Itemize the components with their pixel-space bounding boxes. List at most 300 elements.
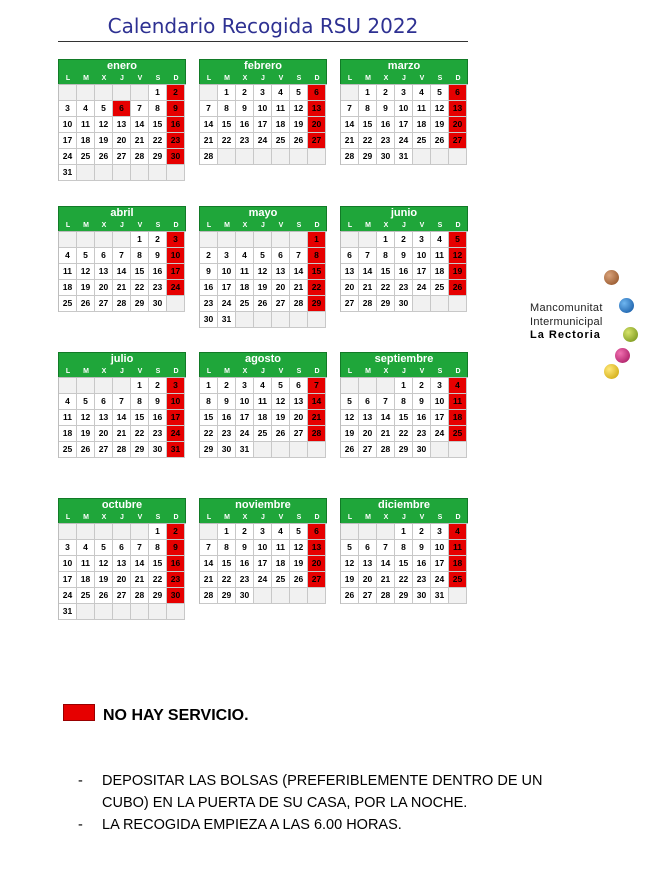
day-cell: 21 <box>200 133 218 149</box>
weekday-label: D <box>173 514 179 521</box>
day-cell: 17 <box>59 572 77 588</box>
day-cell-no-service: 18 <box>449 556 467 572</box>
day-cell-empty <box>341 524 359 540</box>
day-cell-no-service: 27 <box>308 133 326 149</box>
note-item <box>70 814 590 836</box>
day-cell: 21 <box>290 280 308 296</box>
day-cell: 9 <box>236 101 254 117</box>
day-cell: 19 <box>254 280 272 296</box>
day-cell: 24 <box>431 572 449 588</box>
day-cell-no-service: 26 <box>449 280 467 296</box>
weekday-label: S <box>296 368 302 375</box>
day-cell: 9 <box>377 101 395 117</box>
weekday-label: V <box>419 222 425 229</box>
day-cell-empty <box>290 232 308 248</box>
day-cell-empty <box>413 149 431 165</box>
day-cell: 23 <box>236 572 254 588</box>
day-cell-no-service: 7 <box>308 378 326 394</box>
day-cell: 24 <box>254 572 272 588</box>
day-cell: 10 <box>431 540 449 556</box>
day-cell: 28 <box>131 149 149 165</box>
month-name: septiembre <box>340 352 468 366</box>
day-cell-empty <box>290 442 308 458</box>
weekday-label: J <box>261 368 265 375</box>
day-cell-no-service: 31 <box>167 442 185 458</box>
day-cell: 10 <box>395 101 413 117</box>
day-cell: 19 <box>341 572 359 588</box>
day-cell-empty <box>95 232 113 248</box>
day-cell: 19 <box>95 133 113 149</box>
weekday-label: S <box>437 75 443 82</box>
day-cell: 9 <box>200 264 218 280</box>
weekday-label: V <box>278 368 284 375</box>
day-cell: 22 <box>200 426 218 442</box>
day-cell-empty <box>95 524 113 540</box>
day-cell: 4 <box>413 85 431 101</box>
day-cell-empty <box>95 604 113 620</box>
weekday-label: S <box>437 514 443 521</box>
day-cell-empty <box>113 165 131 181</box>
day-cell: 27 <box>95 296 113 312</box>
weekday-header <box>58 366 186 377</box>
day-cell: 25 <box>59 442 77 458</box>
day-cell: 8 <box>395 540 413 556</box>
day-cell: 7 <box>377 394 395 410</box>
day-cell-empty <box>149 165 167 181</box>
day-cell: 24 <box>59 588 77 604</box>
day-cell-empty <box>131 604 149 620</box>
weekday-label: D <box>314 222 320 229</box>
day-cell: 30 <box>236 588 254 604</box>
weekday-label: X <box>101 514 107 521</box>
day-cell: 29 <box>377 296 395 312</box>
day-cell: 21 <box>341 133 359 149</box>
day-cell: 28 <box>290 296 308 312</box>
day-cell: 7 <box>131 101 149 117</box>
day-cell: 25 <box>236 296 254 312</box>
weekday-label: S <box>155 514 161 521</box>
weekday-label: V <box>419 514 425 521</box>
day-cell: 24 <box>413 280 431 296</box>
day-cell: 21 <box>131 572 149 588</box>
day-cell: 11 <box>236 264 254 280</box>
note-text: LA RECOGIDA EMPIEZA A LAS 6.00 HORAS. <box>102 817 402 833</box>
day-cell: 31 <box>431 588 449 604</box>
day-cell-empty <box>113 85 131 101</box>
day-cell: 9 <box>149 394 167 410</box>
day-cell: 23 <box>149 426 167 442</box>
day-cell: 18 <box>272 556 290 572</box>
logo-text-line2: Intermunicipal <box>530 316 603 328</box>
day-cell: 24 <box>218 296 236 312</box>
day-cell: 26 <box>95 588 113 604</box>
day-cell-no-service: 2 <box>167 85 185 101</box>
day-cell: 8 <box>218 101 236 117</box>
day-cell: 5 <box>272 378 290 394</box>
day-cell: 19 <box>341 426 359 442</box>
day-cell: 15 <box>131 264 149 280</box>
day-cell-empty <box>95 378 113 394</box>
day-cell: 4 <box>77 101 95 117</box>
month-noviembre <box>199 498 327 604</box>
day-cell: 18 <box>413 117 431 133</box>
day-cell: 21 <box>113 426 131 442</box>
day-cell: 22 <box>377 280 395 296</box>
day-cell: 15 <box>131 410 149 426</box>
day-cell: 13 <box>95 264 113 280</box>
day-cell-no-service: 25 <box>449 572 467 588</box>
day-cell-empty <box>77 524 95 540</box>
day-cell-empty <box>272 312 290 328</box>
day-cell: 13 <box>290 394 308 410</box>
day-cell: 28 <box>377 588 395 604</box>
day-cell: 12 <box>77 410 95 426</box>
day-cell: 11 <box>272 101 290 117</box>
day-cell: 15 <box>395 410 413 426</box>
day-cell: 3 <box>236 378 254 394</box>
day-cell-empty <box>131 524 149 540</box>
day-cell-empty <box>254 588 272 604</box>
weekday-label: D <box>314 514 320 521</box>
day-cell: 23 <box>200 296 218 312</box>
day-cell-no-service: 3 <box>167 232 185 248</box>
weekday-label: M <box>224 75 230 82</box>
day-cell: 12 <box>341 556 359 572</box>
day-cell-no-service: 28 <box>308 426 326 442</box>
day-cell: 30 <box>200 312 218 328</box>
month-name: agosto <box>199 352 327 366</box>
day-grid <box>199 84 327 165</box>
day-cell-empty <box>113 604 131 620</box>
day-cell: 7 <box>341 101 359 117</box>
weekday-label: X <box>383 514 389 521</box>
day-cell-empty <box>218 149 236 165</box>
day-cell: 16 <box>149 264 167 280</box>
weekday-label: D <box>455 75 461 82</box>
day-cell: 26 <box>95 149 113 165</box>
day-cell: 23 <box>218 426 236 442</box>
weekday-label: J <box>402 514 406 521</box>
day-cell: 13 <box>272 264 290 280</box>
day-cell: 31 <box>218 312 236 328</box>
day-cell-empty <box>59 232 77 248</box>
day-cell-no-service: 6 <box>449 85 467 101</box>
day-cell-no-service: 6 <box>308 85 326 101</box>
day-cell: 10 <box>254 540 272 556</box>
day-cell: 14 <box>377 410 395 426</box>
day-cell: 11 <box>413 101 431 117</box>
day-cell-empty <box>272 442 290 458</box>
day-cell-empty <box>377 524 395 540</box>
day-cell: 25 <box>431 280 449 296</box>
day-cell: 14 <box>200 556 218 572</box>
day-cell: 19 <box>77 280 95 296</box>
day-cell: 18 <box>77 133 95 149</box>
day-cell-no-service: 15 <box>308 264 326 280</box>
day-cell: 21 <box>113 280 131 296</box>
weekday-label: X <box>242 514 248 521</box>
day-cell: 14 <box>131 117 149 133</box>
weekday-label: L <box>347 222 353 229</box>
day-cell: 15 <box>395 556 413 572</box>
day-cell-empty <box>200 232 218 248</box>
day-cell: 19 <box>290 556 308 572</box>
day-cell: 19 <box>95 572 113 588</box>
month-septiembre <box>340 352 468 458</box>
day-cell: 4 <box>236 248 254 264</box>
day-cell-no-service: 22 <box>308 280 326 296</box>
day-cell: 6 <box>95 394 113 410</box>
day-cell-no-service: 11 <box>449 394 467 410</box>
day-cell: 15 <box>218 117 236 133</box>
day-cell-empty <box>254 442 272 458</box>
day-cell: 14 <box>113 410 131 426</box>
day-cell-no-service: 4 <box>449 378 467 394</box>
day-cell: 16 <box>149 410 167 426</box>
day-cell: 25 <box>413 133 431 149</box>
weekday-label: X <box>383 75 389 82</box>
day-cell: 2 <box>236 524 254 540</box>
day-cell: 8 <box>359 101 377 117</box>
day-cell: 31 <box>59 165 77 181</box>
day-cell: 5 <box>77 248 95 264</box>
day-cell-empty <box>131 165 149 181</box>
day-cell-no-service: 13 <box>308 101 326 117</box>
day-cell-empty <box>254 312 272 328</box>
day-cell: 8 <box>395 394 413 410</box>
day-cell: 5 <box>341 394 359 410</box>
day-cell: 26 <box>77 442 95 458</box>
day-cell: 21 <box>377 572 395 588</box>
legend-red-swatch <box>63 704 95 721</box>
weekday-label: D <box>455 222 461 229</box>
weekday-label: L <box>347 368 353 375</box>
day-cell: 19 <box>77 426 95 442</box>
month-junio <box>340 206 468 312</box>
day-cell: 30 <box>149 442 167 458</box>
day-cell: 18 <box>272 117 290 133</box>
day-cell: 6 <box>290 378 308 394</box>
day-cell: 13 <box>113 117 131 133</box>
day-cell: 20 <box>272 280 290 296</box>
day-cell: 21 <box>377 426 395 442</box>
day-cell: 12 <box>431 101 449 117</box>
day-cell: 7 <box>131 540 149 556</box>
day-cell: 8 <box>131 394 149 410</box>
day-cell: 14 <box>290 264 308 280</box>
day-cell-empty <box>236 149 254 165</box>
day-cell: 24 <box>395 133 413 149</box>
day-cell-empty <box>449 588 467 604</box>
day-cell: 29 <box>200 442 218 458</box>
weekday-label: M <box>224 368 230 375</box>
day-cell: 17 <box>254 556 272 572</box>
day-cell: 27 <box>341 296 359 312</box>
day-cell-empty <box>59 378 77 394</box>
day-cell: 16 <box>413 410 431 426</box>
weekday-label: L <box>65 75 71 82</box>
weekday-label: J <box>120 368 124 375</box>
weekday-label: V <box>137 222 143 229</box>
day-cell: 9 <box>413 540 431 556</box>
day-cell: 5 <box>341 540 359 556</box>
day-cell-empty <box>236 232 254 248</box>
day-cell-no-service: 2 <box>167 524 185 540</box>
day-cell: 30 <box>218 442 236 458</box>
day-cell: 3 <box>218 248 236 264</box>
day-cell: 10 <box>59 117 77 133</box>
day-cell: 2 <box>413 524 431 540</box>
day-cell: 1 <box>218 85 236 101</box>
day-cell: 3 <box>395 85 413 101</box>
day-cell-empty <box>95 165 113 181</box>
day-cell: 3 <box>254 524 272 540</box>
day-cell: 23 <box>377 133 395 149</box>
day-cell-no-service: 10 <box>167 394 185 410</box>
note-text: DEPOSITAR LAS BOLSAS (PREFERIBLEMENTE DENTRO DE UN CUBO) EN LA PUERTA DE SU CASA, POR LA NOCHE. <box>102 773 543 811</box>
day-cell: 4 <box>59 394 77 410</box>
day-cell: 3 <box>254 85 272 101</box>
weekday-label: L <box>206 514 212 521</box>
day-cell: 11 <box>59 264 77 280</box>
weekday-label: L <box>206 222 212 229</box>
day-cell: 28 <box>377 442 395 458</box>
day-cell: 8 <box>131 248 149 264</box>
weekday-label: M <box>83 222 89 229</box>
day-cell-no-service: 27 <box>308 572 326 588</box>
weekday-label: S <box>155 75 161 82</box>
day-grid <box>340 523 468 604</box>
day-cell-empty <box>167 296 185 312</box>
day-cell: 22 <box>149 133 167 149</box>
weekday-label: D <box>173 368 179 375</box>
day-cell-empty <box>341 378 359 394</box>
logo-text-line3: La Rectoria <box>530 329 601 341</box>
month-name: febrero <box>199 59 327 73</box>
weekday-label: M <box>365 222 371 229</box>
day-cell: 2 <box>218 378 236 394</box>
day-cell: 1 <box>395 378 413 394</box>
day-cell: 27 <box>290 426 308 442</box>
day-cell: 15 <box>218 556 236 572</box>
day-cell: 22 <box>218 572 236 588</box>
day-cell: 22 <box>131 280 149 296</box>
day-cell-empty <box>149 604 167 620</box>
day-cell: 26 <box>341 588 359 604</box>
day-cell: 10 <box>254 101 272 117</box>
weekday-label: M <box>365 75 371 82</box>
day-grid <box>58 231 186 312</box>
day-cell: 5 <box>254 248 272 264</box>
day-grid <box>58 84 186 181</box>
weekday-header <box>199 366 327 377</box>
weekday-header <box>340 220 468 231</box>
day-grid <box>199 523 327 604</box>
month-julio <box>58 352 186 458</box>
day-cell-empty <box>341 232 359 248</box>
weekday-label: J <box>261 75 265 82</box>
day-cell: 16 <box>395 264 413 280</box>
day-cell: 18 <box>77 572 95 588</box>
day-cell: 9 <box>218 394 236 410</box>
day-cell: 18 <box>431 264 449 280</box>
weekday-label: M <box>224 514 230 521</box>
day-grid <box>340 84 468 165</box>
day-cell: 15 <box>200 410 218 426</box>
month-enero <box>58 59 186 181</box>
day-cell: 5 <box>95 101 113 117</box>
day-cell-no-service: 3 <box>167 378 185 394</box>
weekday-label: X <box>101 222 107 229</box>
day-cell-no-service: 27 <box>449 133 467 149</box>
day-cell-empty <box>254 232 272 248</box>
day-cell: 18 <box>254 410 272 426</box>
day-cell-no-service: 21 <box>308 410 326 426</box>
month-name: junio <box>340 206 468 220</box>
day-cell: 19 <box>290 117 308 133</box>
weekday-label: X <box>101 75 107 82</box>
day-cell: 15 <box>149 556 167 572</box>
day-cell: 13 <box>341 264 359 280</box>
day-cell: 20 <box>341 280 359 296</box>
day-cell: 1 <box>131 378 149 394</box>
day-cell: 3 <box>59 540 77 556</box>
day-cell-no-service: 6 <box>308 524 326 540</box>
day-cell: 13 <box>113 556 131 572</box>
weekday-label: S <box>296 222 302 229</box>
day-cell: 16 <box>413 556 431 572</box>
day-cell: 17 <box>431 410 449 426</box>
day-cell-empty <box>449 149 467 165</box>
weekday-header <box>340 366 468 377</box>
day-cell: 20 <box>359 426 377 442</box>
day-cell: 15 <box>377 264 395 280</box>
day-cell-empty <box>413 296 431 312</box>
day-cell-no-service: 18 <box>449 410 467 426</box>
day-cell: 1 <box>131 232 149 248</box>
day-cell-no-service: 20 <box>308 556 326 572</box>
weekday-label: D <box>455 514 461 521</box>
weekday-label: J <box>402 368 406 375</box>
day-cell: 15 <box>149 117 167 133</box>
day-cell-no-service: 11 <box>449 540 467 556</box>
day-cell: 28 <box>113 296 131 312</box>
day-cell-empty <box>359 524 377 540</box>
day-cell: 26 <box>341 442 359 458</box>
notes-list <box>70 770 590 836</box>
day-cell-empty <box>290 588 308 604</box>
day-cell: 2 <box>200 248 218 264</box>
note-bullet: - <box>78 773 83 789</box>
day-cell: 12 <box>272 394 290 410</box>
day-cell: 4 <box>254 378 272 394</box>
day-cell: 25 <box>272 572 290 588</box>
weekday-label: D <box>314 75 320 82</box>
day-cell: 16 <box>200 280 218 296</box>
day-cell: 12 <box>254 264 272 280</box>
day-cell: 11 <box>59 410 77 426</box>
day-cell: 7 <box>290 248 308 264</box>
day-cell-empty <box>113 524 131 540</box>
day-cell: 1 <box>359 85 377 101</box>
weekday-label: L <box>206 368 212 375</box>
day-cell: 5 <box>77 394 95 410</box>
month-name: diciembre <box>340 498 468 512</box>
day-grid <box>340 377 468 458</box>
day-cell-empty <box>167 604 185 620</box>
day-cell-empty <box>449 442 467 458</box>
day-cell: 28 <box>113 442 131 458</box>
